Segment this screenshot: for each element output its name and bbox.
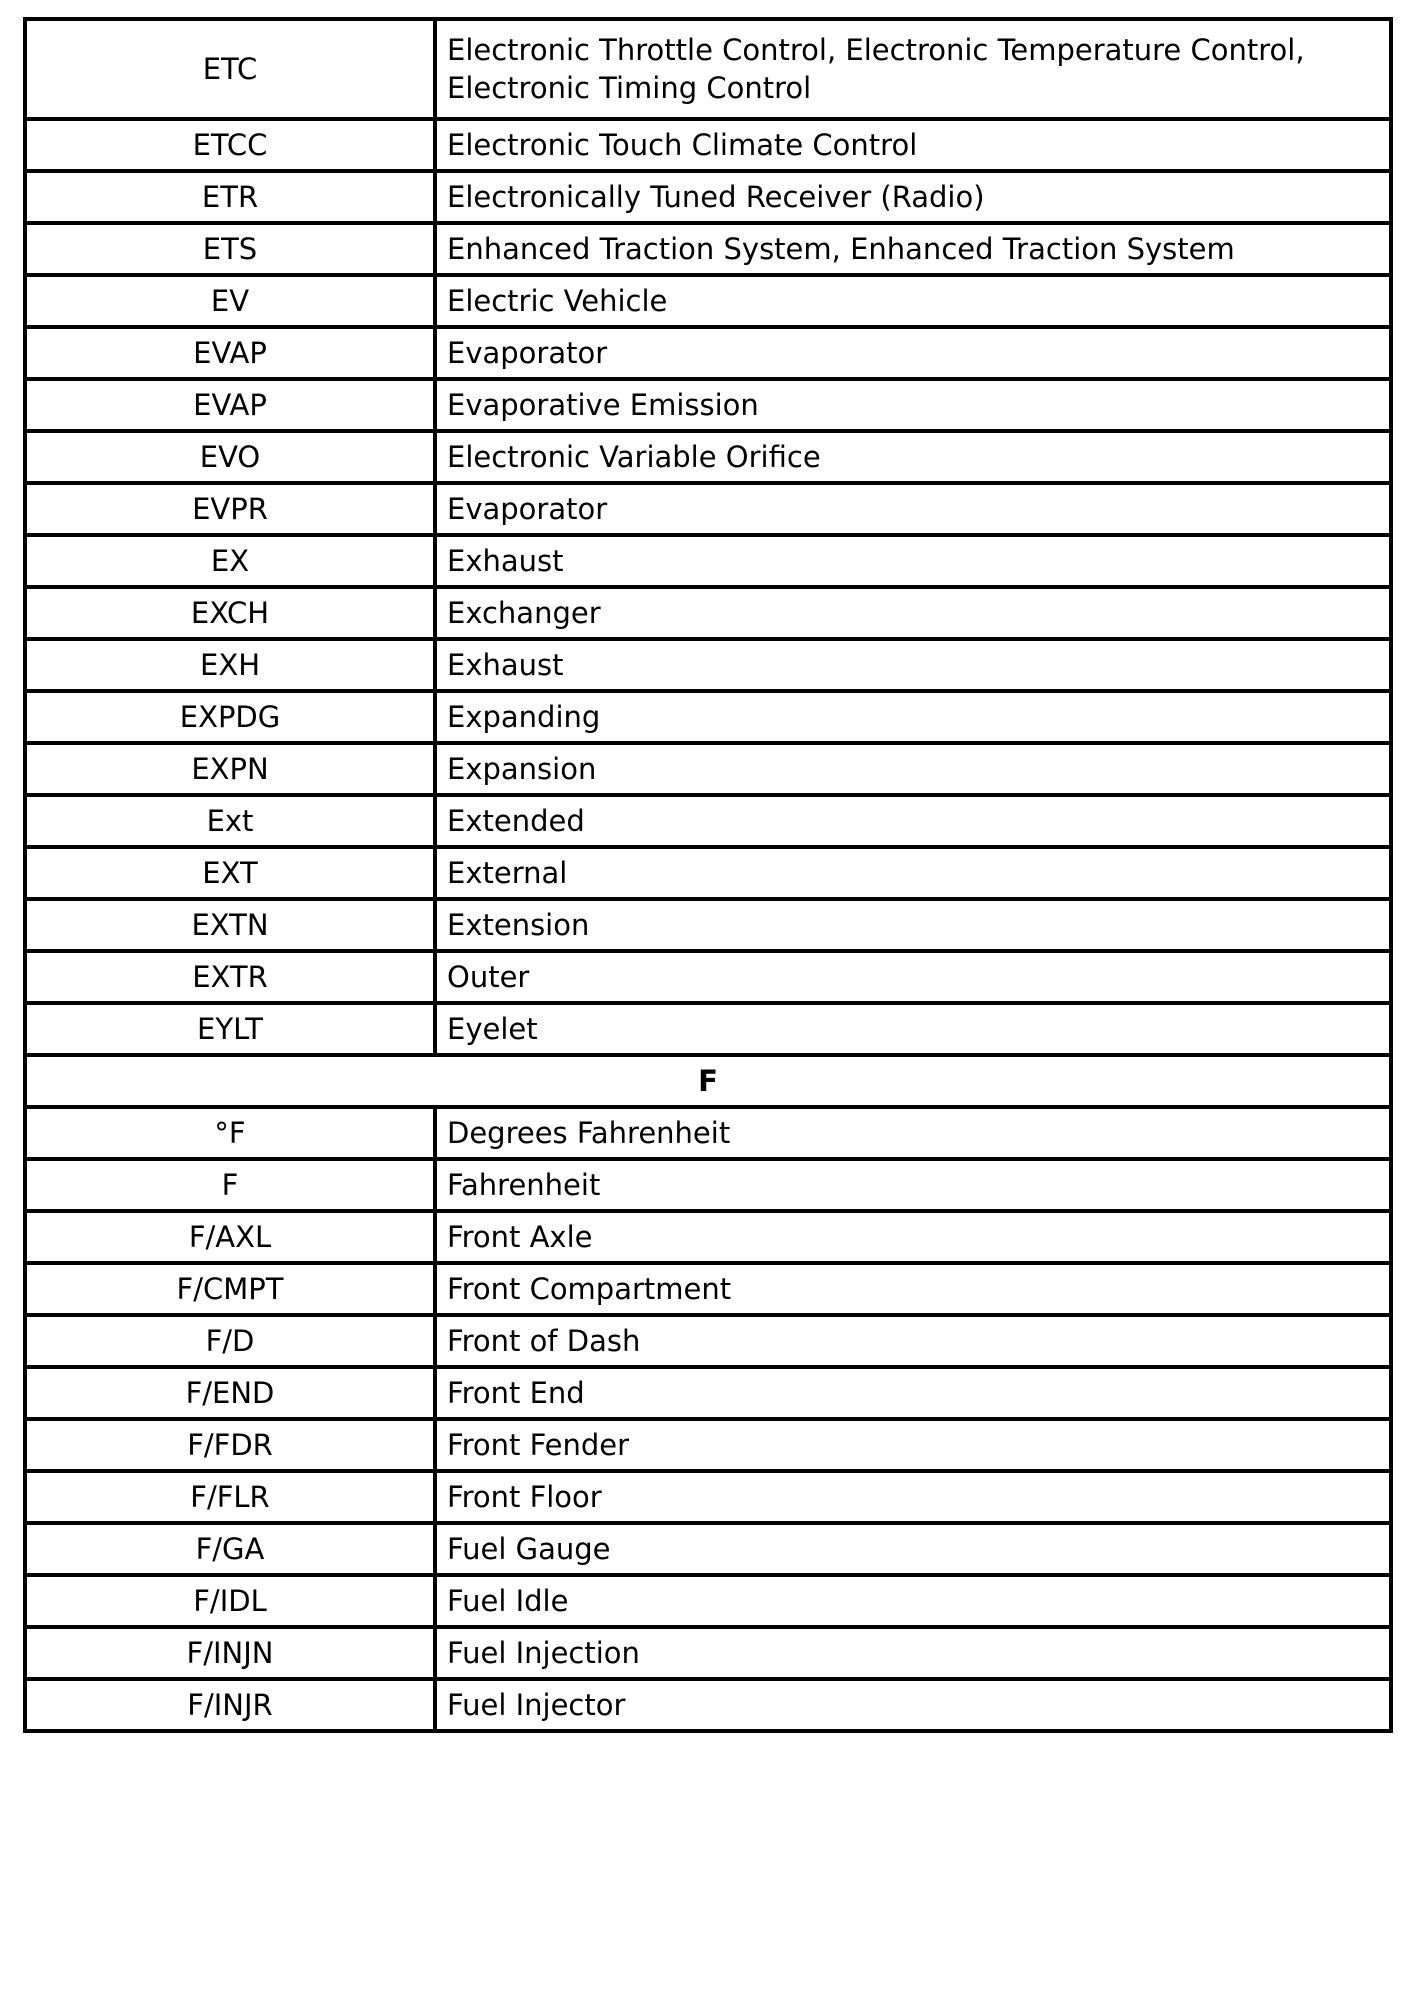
definition-cell: Front End — [435, 1367, 1391, 1419]
table-row — [25, 19, 1391, 119]
definition-cell: Extension — [435, 899, 1391, 951]
abbreviation-cell: F/IDL — [25, 1575, 435, 1627]
abbreviation-cell: EVAP — [25, 379, 435, 431]
table-row — [25, 1211, 1391, 1263]
table-row — [25, 275, 1391, 327]
section-header-row — [25, 1055, 1391, 1107]
table-row — [25, 223, 1391, 275]
abbreviation-cell: EXTN — [25, 899, 435, 951]
abbreviation-cell: F/D — [25, 1315, 435, 1367]
definition-cell: External — [435, 847, 1391, 899]
abbreviation-cell: Ext — [25, 795, 435, 847]
definition-cell: Electronic Variable Orifice — [435, 431, 1391, 483]
definition-cell: Eyelet — [435, 1003, 1391, 1055]
abbreviation-cell: EV — [25, 275, 435, 327]
table-row — [25, 1575, 1391, 1627]
abbreviation-cell: EXT — [25, 847, 435, 899]
definition-cell: Fuel Injector — [435, 1679, 1391, 1731]
table-row — [25, 1627, 1391, 1679]
table-row — [25, 1107, 1391, 1159]
definition-cell: Evaporator — [435, 327, 1391, 379]
abbreviation-cell: F/FDR — [25, 1419, 435, 1471]
table-row — [25, 639, 1391, 691]
table-row — [25, 1471, 1391, 1523]
definition-cell: Front Axle — [435, 1211, 1391, 1263]
definition-cell: Degrees Fahrenheit — [435, 1107, 1391, 1159]
abbreviation-cell: EVO — [25, 431, 435, 483]
abbreviation-cell: EXH — [25, 639, 435, 691]
table-row — [25, 795, 1391, 847]
abbreviation-cell: EXCH — [25, 587, 435, 639]
abbreviation-cell: EX — [25, 535, 435, 587]
table-row — [25, 1159, 1391, 1211]
definition-cell: Front Fender — [435, 1419, 1391, 1471]
definition-cell: Extended — [435, 795, 1391, 847]
abbreviation-cell: EVAP — [25, 327, 435, 379]
table-row — [25, 535, 1391, 587]
table-row — [25, 431, 1391, 483]
abbreviation-cell: EXTR — [25, 951, 435, 1003]
abbreviation-cell: °F — [25, 1107, 435, 1159]
definition-cell: Exhaust — [435, 535, 1391, 587]
table-row — [25, 1003, 1391, 1055]
table-row — [25, 171, 1391, 223]
table-row — [25, 951, 1391, 1003]
table-row — [25, 899, 1391, 951]
table-row — [25, 379, 1391, 431]
definition-cell: Fuel Idle — [435, 1575, 1391, 1627]
abbreviation-cell: ETR — [25, 171, 435, 223]
abbreviation-cell: EXPDG — [25, 691, 435, 743]
abbreviation-cell: F/AXL — [25, 1211, 435, 1263]
abbreviation-cell: F/INJR — [25, 1679, 435, 1731]
definition-cell — [435, 19, 1391, 119]
section-heading-f: F — [25, 1055, 1391, 1107]
definition-cell: Evaporator — [435, 483, 1391, 535]
abbreviation-cell: F/CMPT — [25, 1263, 435, 1315]
table-row — [25, 1523, 1391, 1575]
table-row — [25, 1419, 1391, 1471]
abbreviation-cell: F/INJN — [25, 1627, 435, 1679]
table-row — [25, 743, 1391, 795]
table-row — [25, 847, 1391, 899]
definition-cell: Exchanger — [435, 587, 1391, 639]
table-row — [25, 691, 1391, 743]
table-row — [25, 1367, 1391, 1419]
table-row — [25, 327, 1391, 379]
abbreviation-cell: ETCC — [25, 119, 435, 171]
abbreviation-cell: ETS — [25, 223, 435, 275]
definition-cell: Front Floor — [435, 1471, 1391, 1523]
abbreviation-cell: EYLT — [25, 1003, 435, 1055]
definition-cell: Expansion — [435, 743, 1391, 795]
abbreviations-table — [23, 17, 1393, 1733]
definition-cell: Expanding — [435, 691, 1391, 743]
definition-line-2: Electronic Timing Control — [447, 71, 812, 105]
definition-cell: Electronic Touch Climate Control — [435, 119, 1391, 171]
definition-cell: Electric Vehicle — [435, 275, 1391, 327]
definition-cell: Front of Dash — [435, 1315, 1391, 1367]
definition-cell: Outer — [435, 951, 1391, 1003]
table-row — [25, 1679, 1391, 1731]
abbreviation-cell: EXPN — [25, 743, 435, 795]
abbreviation-cell: F/END — [25, 1367, 435, 1419]
definition-cell: Fuel Injection — [435, 1627, 1391, 1679]
table-row — [25, 1263, 1391, 1315]
table-row — [25, 119, 1391, 171]
abbreviation-cell: F/GA — [25, 1523, 435, 1575]
definition-line-1: Electronic Throttle Control, Electronic Temperature Control, — [447, 33, 1305, 67]
definition-cell: Electronically Tuned Receiver (Radio) — [435, 171, 1391, 223]
table-row — [25, 587, 1391, 639]
abbreviation-cell: ETC — [25, 19, 435, 119]
definition-cell: Evaporative Emission — [435, 379, 1391, 431]
definition-cell: Enhanced Traction System, Enhanced Traction System — [435, 223, 1391, 275]
table-row — [25, 1315, 1391, 1367]
abbreviation-cell: F — [25, 1159, 435, 1211]
abbreviation-cell: F/FLR — [25, 1471, 435, 1523]
definition-cell: Fahrenheit — [435, 1159, 1391, 1211]
table-row — [25, 483, 1391, 535]
abbreviation-cell: EVPR — [25, 483, 435, 535]
definition-cell: Exhaust — [435, 639, 1391, 691]
definition-cell: Front Compartment — [435, 1263, 1391, 1315]
definition-cell: Fuel Gauge — [435, 1523, 1391, 1575]
